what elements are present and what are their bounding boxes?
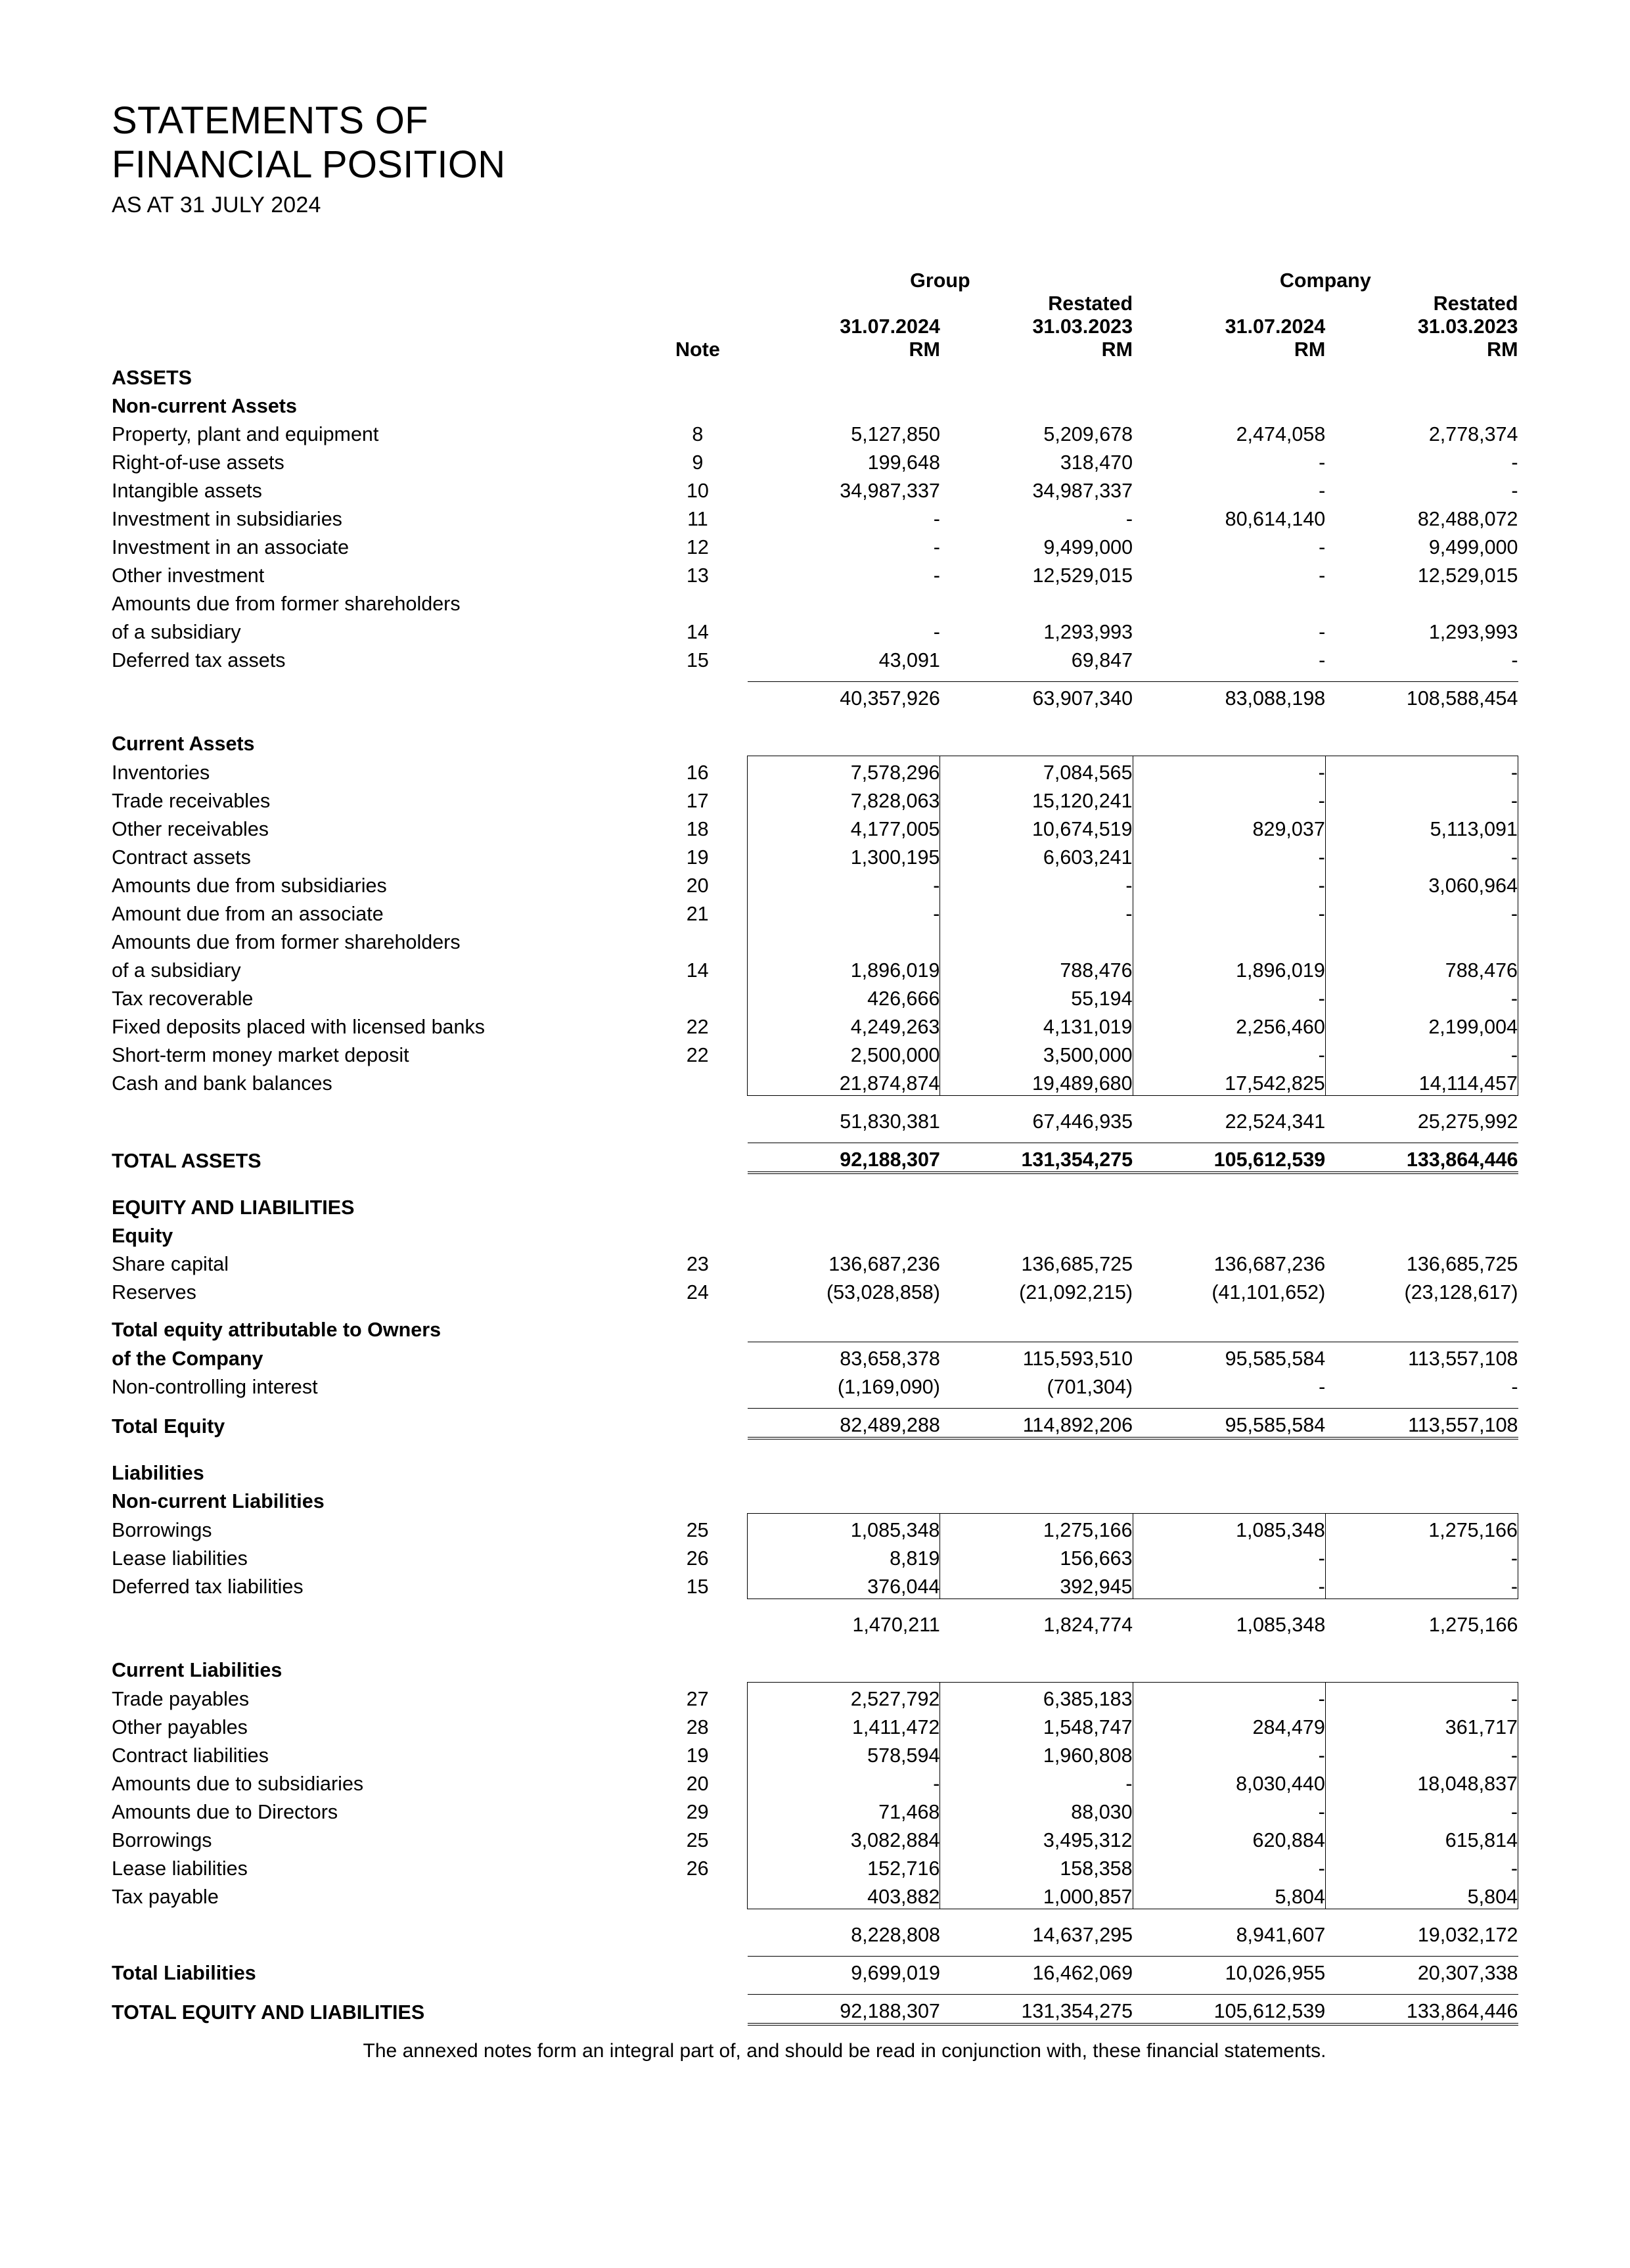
total-equity-attributable-label-row: Total equity attributable to Owners — [112, 1319, 441, 1342]
header-note-label: Note — [675, 338, 720, 361]
table-row: Deferred tax liabilities 15 376,044 392,945 - - — [112, 1570, 1518, 1599]
header-blank — [112, 269, 648, 292]
table-row: Contract assets 19 1,300,195 6,603,241 - - — [112, 841, 1518, 869]
header-row-entity — [112, 269, 1518, 292]
table-row: Trade receivables 17 7,828,063 15,120,241 - - — [112, 784, 1518, 813]
spacer-row — [112, 1947, 1518, 1957]
table-row: Other payables 28 1,411,472 1,548,747 284,479 361,717 — [112, 1711, 1518, 1739]
header-group-rm-current: RM — [909, 338, 940, 361]
total-liabilities-row: Total Liabilities 9,699,019 16,462,069 10,026,955 20,307,338 — [112, 1956, 1518, 1985]
header-row-dates — [112, 315, 1518, 338]
table-row: Other investment 13 - 12,529,015 - 12,529,015 — [112, 564, 1518, 587]
section-heading-non-current-assets — [112, 390, 1518, 418]
page-title-line-2: FINANCIAL POSITION — [112, 143, 506, 187]
page-title-line-1: STATEMENTS OF — [112, 99, 428, 142]
header-company-rm-current: RM — [1294, 338, 1326, 361]
table-row: Amount due from an associate 21 - - - - — [112, 897, 1518, 926]
total-equity-attributable-row: of the Company 83,658,378 115,593,510 95,585,584 113,557,108 — [112, 1342, 1518, 1371]
section-heading-current-liabilities: Current Liabilities — [112, 1659, 283, 1682]
footnote: The annexed notes form an integral part of, and should be read in conjunction with, these financial statements. — [363, 2039, 1326, 2062]
subtotal-row-non-current-assets: 40,357,926 63,907,340 83,088,198 108,588,454 — [112, 681, 1518, 710]
table-row: Trade payables 27 2,527,792 6,385,183 - - — [112, 1682, 1518, 1711]
total-row-assets: TOTAL ASSETS 92,188,307 131,354,275 105,612,539 133,864,446 — [112, 1143, 1518, 1173]
section-heading-non-current-liabilities: Non-current Liabilities — [112, 1490, 325, 1513]
table-row: Non-controlling interest (1,169,090) (701,304) - - — [112, 1375, 1518, 1398]
equity-liabilities-heading: EQUITY AND LIABILITIES — [112, 1196, 355, 1219]
header-company-label: Company — [1279, 269, 1371, 292]
header-row-restated — [112, 292, 1518, 315]
total-equity-row: Total Equity 82,489,288 114,892,206 95,585,584 113,557,108 — [112, 1408, 1518, 1438]
header-group-rm-restated: RM — [1101, 338, 1133, 361]
table-row: of a subsidiary 14 1,896,019 788,476 1,896,019 788,476 — [112, 954, 1518, 982]
total-assets-label: TOTAL ASSETS — [112, 1149, 261, 1172]
financial-position-table — [112, 269, 1518, 2026]
table-row: Tax recoverable 426,666 55,194 - - — [112, 982, 1518, 1010]
page-title — [112, 99, 1518, 218]
table-row: Amounts due from former shareholders — [112, 592, 461, 615]
spacer-row — [112, 710, 1518, 727]
table-row: Other receivables 18 4,177,005 10,674,519 829,037 5,113,091 — [112, 813, 1518, 841]
section-heading-liabilities: Liabilities — [112, 1461, 204, 1484]
section-heading-equity-and-liabilities — [112, 1191, 1518, 1219]
spacer-row — [112, 1304, 1518, 1313]
section-heading-equity — [112, 1219, 1518, 1248]
table-row: Intangible assets 10 34,987,337 34,987,337 - - — [112, 479, 1518, 502]
total-equity-and-liabilities-row: TOTAL EQUITY AND LIABILITIES 92,188,307 131,354,275 105,612,539 133,864,446 — [112, 1994, 1518, 2024]
table-row: Right-of-use assets 9 199,648 318,470 - - — [112, 451, 1518, 474]
table-row: Lease liabilities 26 152,716 158,358 - - — [112, 1852, 1518, 1880]
assets-heading: ASSETS — [112, 366, 192, 389]
subtotal-row-non-current-liabilities: 1,470,211 1,824,774 1,085,348 1,275,166 — [852, 1613, 1518, 1636]
section-heading-current-assets — [112, 727, 1518, 756]
section-heading-assets — [112, 361, 1518, 390]
header-blank-note — [648, 269, 748, 292]
spacer-row — [112, 672, 1518, 682]
spacer-row — [112, 1133, 1518, 1143]
table-row: Borrowings 25 1,085,348 1,275,166 1,085,348 1,275,166 — [112, 1513, 1518, 1542]
header-row-currency — [112, 338, 1518, 361]
header-group-label: Group — [910, 269, 970, 292]
header-group-date-restated: 31.03.2023 — [1032, 315, 1133, 338]
current-assets-heading: Current Assets — [112, 733, 255, 756]
header-company-restated: Restated — [1433, 292, 1518, 315]
table-row: Amounts due to Directors 29 71,468 88,030 - - — [112, 1796, 1518, 1824]
table-row: Investment in subsidiaries 11 - - 80,614,140 82,488,072 — [112, 507, 1518, 530]
table-row: Investment in an associate 12 - 9,499,000 - 9,499,000 — [112, 535, 1518, 558]
subtotal-row-current-assets: 51,830,381 67,446,935 22,524,341 25,275,992 — [840, 1110, 1518, 1133]
table-row: Reserves 24 (53,028,858) (21,092,215) (41,101,652) (23,128,617) — [112, 1281, 1518, 1304]
spacer-row — [112, 1173, 1518, 1191]
page-subtitle: AS AT 31 JULY 2024 — [112, 192, 321, 217]
table-row: Cash and bank balances 21,874,874 19,489,680 17,542,825 14,114,457 — [112, 1067, 1518, 1096]
header-group-date-current: 31.07.2024 — [840, 315, 940, 338]
spacer-row — [112, 1985, 1518, 1995]
header-company-date-restated: 31.03.2023 — [1417, 315, 1518, 338]
spacer-row — [112, 1399, 1518, 1409]
spacer-row — [112, 1438, 1518, 1457]
table-row: Fixed deposits placed with licensed banks 22 4,249,263 4,131,019 2,256,460 2,199,004 — [112, 1010, 1518, 1039]
spacer-row — [112, 1909, 1518, 1918]
table-row: Amounts due from subsidiaries 20 - - - 3,060,964 — [112, 869, 1518, 897]
table-row: Property, plant and equipment 8 5,127,850 5,209,678 2,474,058 2,778,374 — [112, 422, 1518, 445]
spacer-row — [112, 1637, 1518, 1654]
table-row: Amounts due from former shareholders — [112, 926, 1518, 954]
table-row: Lease liabilities 26 8,819 156,663 - - — [112, 1542, 1518, 1570]
table-row: Short-term money market deposit 22 2,500,000 3,500,000 - - — [112, 1039, 1518, 1067]
non-current-assets-heading: Non-current Assets — [112, 394, 297, 417]
spacer-row — [112, 1095, 1518, 1105]
header-group-restated: Restated — [1048, 292, 1133, 315]
table-header — [112, 269, 1518, 361]
table-row: Share capital 23 136,687,236 136,685,725 136,687,236 136,685,725 — [112, 1252, 1518, 1275]
header-company-rm-restated: RM — [1487, 338, 1518, 361]
equity-heading: Equity — [112, 1224, 173, 1247]
table-row: of a subsidiary 14 - 1,293,993 - 1,293,993 — [112, 620, 1518, 643]
table-row: Inventories 16 7,578,296 7,084,565 - - — [112, 756, 1518, 784]
table-row: Contract liabilities 19 578,594 1,960,808 - - — [112, 1739, 1518, 1767]
header-company-date-current: 31.07.2024 — [1225, 315, 1326, 338]
table-row: Deferred tax assets 15 43,091 69,847 - - — [112, 648, 1518, 671]
spacer-row — [112, 1599, 1518, 1608]
table-row: Amounts due to subsidiaries 20 - - 8,030,440 18,048,837 — [112, 1767, 1518, 1796]
subtotal-row-current-liabilities: 8,228,808 14,637,295 8,941,607 19,032,172 — [851, 1923, 1518, 1946]
table-row: Tax payable 403,882 1,000,857 5,804 5,804 — [112, 1880, 1518, 1909]
table-row: Borrowings 25 3,082,884 3,495,312 620,884 615,814 — [112, 1824, 1518, 1852]
